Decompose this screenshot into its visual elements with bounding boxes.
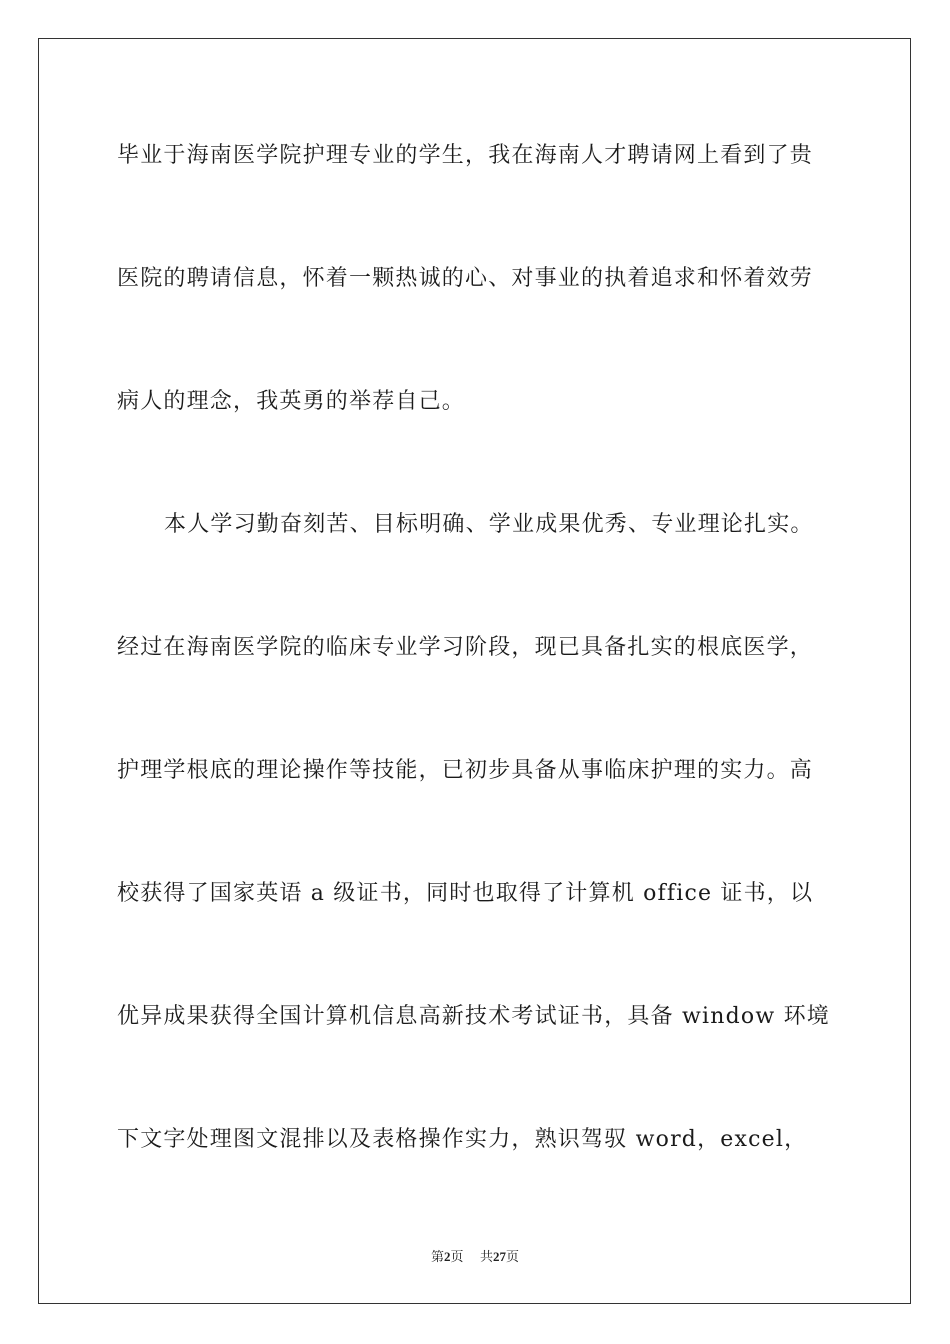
paragraph-2-first-line: 本人学习勤奋刻苦、目标明确、学业成果优秀、专业理论扎实。: [164, 512, 814, 537]
total-pages-suffix: 页: [506, 1250, 520, 1265]
body-text-line-9: 下文字处理图文混排以及表格操作实力，熟识驾驭 word，excel，: [117, 1127, 808, 1152]
body-text-line-5: 经过在海南医学院的临床专业学习阶段，现已具备扎实的根底医学，: [117, 635, 814, 660]
body-text-line-3: 病人的理念，我英勇的举荐自己。: [117, 389, 466, 414]
total-pages-number: 27: [493, 1249, 507, 1264]
body-text-line-2: 医院的聘请信息，怀着一颗热诚的心、对事业的执着追求和怀着效劳: [117, 266, 814, 291]
body-text-line-6: 护理学根底的理论操作等技能，已初步具备从事临床护理的实力。高: [117, 758, 814, 783]
total-pages-prefix: 共: [480, 1250, 494, 1265]
page-number-suffix: 页: [450, 1250, 464, 1265]
body-text-line-1: 毕业于海南医学院护理专业的学生，我在海南人才聘请网上看到了贵: [117, 143, 814, 168]
page-number-prefix: 第: [430, 1250, 444, 1265]
current-page-number: 2: [443, 1249, 451, 1264]
body-text-line-7: 校获得了国家英语 a 级证书，同时也取得了计算机 office 证书，以: [117, 881, 814, 906]
page-footer: [0, 1246, 950, 1265]
body-text-line-8: 优异成果获得全国计算机信息高新技术考试证书，具备 window 环境: [117, 1004, 830, 1029]
page-border: [38, 38, 911, 1304]
